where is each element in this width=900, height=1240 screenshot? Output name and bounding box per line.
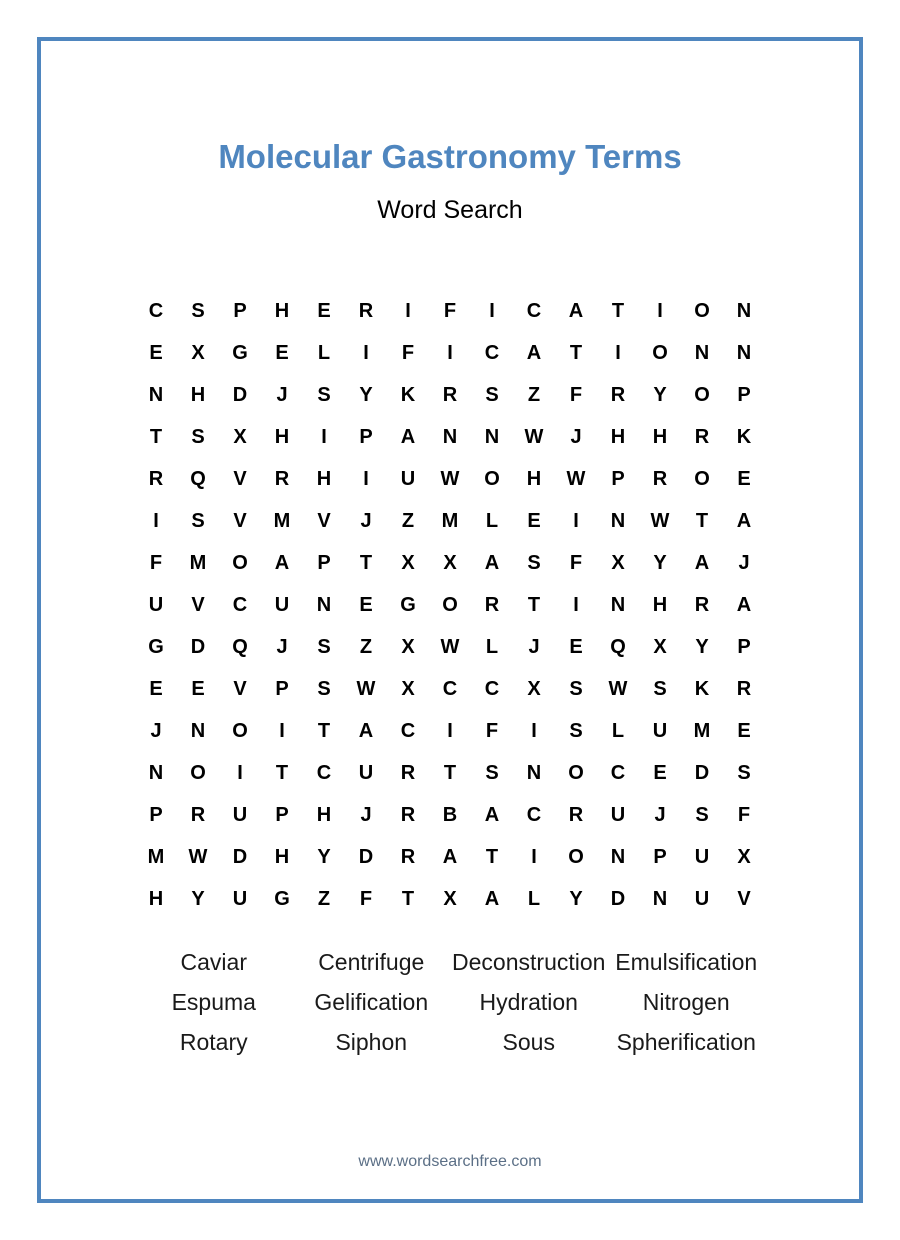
grid-letter: S: [527, 551, 541, 574]
grid-letter: V: [233, 509, 247, 532]
grid-letter: R: [442, 383, 458, 406]
grid-letter: K: [694, 677, 710, 700]
grid-letter: C: [400, 719, 416, 742]
grid-letter: N: [610, 845, 626, 868]
grid-letter: H: [190, 383, 206, 406]
grid-letter: P: [737, 383, 751, 406]
page-title: Molecular Gastronomy Terms: [218, 138, 682, 175]
grid-letter: Z: [401, 509, 415, 532]
grid-letter: J: [570, 425, 582, 448]
grid-letter: H: [526, 467, 542, 490]
grid-letter: S: [317, 677, 331, 700]
grid-letter: D: [232, 845, 248, 868]
grid-letter: C: [610, 761, 626, 784]
grid-letter: A: [358, 719, 374, 742]
word-list-item: Rotary: [179, 1028, 248, 1055]
grid-letter: H: [148, 887, 164, 910]
grid-letter: I: [531, 845, 537, 868]
grid-letter: R: [736, 677, 752, 700]
word-list-item: Centrifuge: [318, 948, 425, 975]
grid-letter: K: [736, 425, 752, 448]
grid-letter: D: [358, 845, 374, 868]
word-list-item: Caviar: [180, 948, 247, 975]
grid-letter: U: [274, 593, 290, 616]
grid-letter: X: [401, 551, 415, 574]
grid-letter: O: [694, 467, 710, 490]
grid-letter: F: [359, 887, 373, 910]
grid-letter: T: [569, 341, 583, 364]
grid-letter: N: [736, 299, 752, 322]
grid-letter: A: [694, 551, 710, 574]
grid-letter: U: [358, 761, 374, 784]
grid-letter: Z: [317, 887, 331, 910]
grid-letter: A: [568, 299, 584, 322]
grid-letter: O: [442, 593, 458, 616]
grid-letter: N: [316, 593, 332, 616]
grid-letter: N: [484, 425, 500, 448]
grid-letter: P: [233, 299, 247, 322]
grid-letter: J: [150, 719, 162, 742]
grid-letter: A: [274, 551, 290, 574]
grid-letter: W: [566, 467, 586, 490]
grid-letter: H: [316, 803, 332, 826]
grid-letter: D: [232, 383, 248, 406]
grid-letter: T: [149, 425, 163, 448]
grid-letter: I: [447, 719, 453, 742]
grid-letter: L: [611, 719, 625, 742]
grid-letter: F: [485, 719, 499, 742]
grid-letter: S: [737, 761, 751, 784]
grid-letter: P: [653, 845, 667, 868]
grid-letter: R: [274, 467, 290, 490]
grid-letter: M: [147, 845, 165, 868]
grid-letter: R: [400, 845, 416, 868]
grid-letter: R: [484, 593, 500, 616]
grid-letter: S: [317, 383, 331, 406]
grid-letter: J: [654, 803, 666, 826]
grid-letter: A: [484, 803, 500, 826]
grid-letter: O: [652, 341, 668, 364]
grid-letter: F: [569, 383, 583, 406]
grid-letter: U: [652, 719, 668, 742]
grid-letter: O: [232, 551, 248, 574]
grid-letter: X: [233, 425, 247, 448]
grid-letter: N: [526, 761, 542, 784]
grid-letter: W: [356, 677, 376, 700]
grid-letter: V: [737, 887, 751, 910]
grid-letter: Z: [359, 635, 373, 658]
grid-letter: C: [232, 593, 248, 616]
grid-letter: I: [447, 341, 453, 364]
grid-letter: N: [148, 761, 164, 784]
grid-letter: Y: [359, 383, 373, 406]
grid-letter: Y: [569, 887, 583, 910]
grid-letter: B: [442, 803, 458, 826]
grid-letter: R: [694, 425, 710, 448]
grid-letter: S: [485, 761, 499, 784]
grid-letter: P: [611, 467, 625, 490]
grid-letter: U: [694, 887, 710, 910]
grid-letter: P: [275, 677, 289, 700]
word-list-item: Sous: [502, 1028, 555, 1055]
grid-letter: T: [611, 299, 625, 322]
grid-letter: F: [149, 551, 163, 574]
grid-letter: R: [568, 803, 584, 826]
grid-letter: E: [359, 593, 373, 616]
grid-letter: J: [528, 635, 540, 658]
grid-letter: C: [484, 677, 500, 700]
grid-letter: T: [527, 593, 541, 616]
grid-letter: R: [358, 299, 374, 322]
grid-letter: E: [527, 509, 541, 532]
grid-letter: M: [693, 719, 711, 742]
grid-letter: Y: [317, 845, 331, 868]
grid-letter: G: [400, 593, 416, 616]
grid-letter: E: [275, 341, 289, 364]
grid-letter: O: [568, 845, 584, 868]
grid-letter: N: [610, 593, 626, 616]
grid-letter: I: [489, 299, 495, 322]
grid-letter: H: [652, 593, 668, 616]
grid-letter: E: [737, 467, 751, 490]
grid-letter: S: [695, 803, 709, 826]
grid-letter: J: [276, 635, 288, 658]
grid-letter: I: [321, 425, 327, 448]
grid-letter: U: [400, 467, 416, 490]
grid-letter: X: [443, 887, 457, 910]
grid-letter: R: [400, 803, 416, 826]
grid-letter: S: [317, 635, 331, 658]
grid-letter: R: [148, 467, 164, 490]
grid-letter: T: [695, 509, 709, 532]
grid-letter: E: [653, 761, 667, 784]
word-list-item: Hydration: [479, 988, 578, 1015]
grid-letter: Y: [653, 383, 667, 406]
grid-letter: F: [737, 803, 751, 826]
grid-letter: X: [401, 677, 415, 700]
grid-letter: X: [443, 551, 457, 574]
grid-letter: S: [569, 677, 583, 700]
grid-letter: F: [569, 551, 583, 574]
grid-letter: Z: [527, 383, 541, 406]
grid-letter: O: [568, 761, 584, 784]
grid-letter: R: [610, 383, 626, 406]
grid-letter: O: [694, 299, 710, 322]
grid-letter: S: [191, 509, 205, 532]
grid-letter: Q: [610, 635, 626, 658]
grid-letter: S: [569, 719, 583, 742]
grid-letter: V: [191, 593, 205, 616]
grid-letter: I: [573, 509, 579, 532]
grid-letter: T: [275, 761, 289, 784]
grid-letter: T: [401, 887, 415, 910]
grid-letter: T: [485, 845, 499, 868]
footer-url: www.wordsearchfree.com: [358, 1153, 542, 1170]
grid-letter: S: [191, 299, 205, 322]
grid-letter: C: [484, 341, 500, 364]
grid-letter: L: [485, 509, 499, 532]
grid-letter: O: [232, 719, 248, 742]
grid-letter: L: [317, 341, 331, 364]
word-list-item: Espuma: [171, 988, 256, 1015]
grid-letter: P: [317, 551, 331, 574]
page-subtitle: Word Search: [377, 196, 523, 224]
grid-letter: A: [736, 509, 752, 532]
grid-letter: C: [526, 299, 542, 322]
grid-letter: E: [149, 341, 163, 364]
letter-grid: [135, 290, 765, 920]
grid-letter: W: [524, 425, 544, 448]
grid-letter: O: [484, 467, 500, 490]
grid-letter: N: [694, 341, 710, 364]
grid-letter: V: [233, 467, 247, 490]
grid-letter: E: [569, 635, 583, 658]
word-list-item: Siphon: [335, 1028, 408, 1055]
grid-letter: S: [485, 383, 499, 406]
grid-letter: I: [153, 509, 159, 532]
grid-letter: O: [694, 383, 710, 406]
grid-letter: D: [190, 635, 206, 658]
grid-letter: M: [273, 509, 291, 532]
grid-letter: H: [274, 845, 290, 868]
grid-letter: Q: [232, 635, 248, 658]
grid-letter: R: [190, 803, 206, 826]
grid-letter: O: [190, 761, 206, 784]
grid-letter: S: [191, 425, 205, 448]
grid-letter: L: [485, 635, 499, 658]
grid-letter: Y: [191, 887, 205, 910]
word-list-item: Gelification: [314, 988, 429, 1015]
grid-letter: I: [279, 719, 285, 742]
grid-letter: I: [531, 719, 537, 742]
grid-letter: C: [526, 803, 542, 826]
word-list-item: Deconstruction: [452, 948, 606, 975]
grid-letter: E: [737, 719, 751, 742]
grid-letter: J: [276, 383, 288, 406]
grid-letter: A: [400, 425, 416, 448]
grid-letter: X: [653, 635, 667, 658]
grid-letter: W: [440, 635, 460, 658]
grid-letter: F: [401, 341, 415, 364]
grid-letter: H: [652, 425, 668, 448]
grid-letter: Y: [695, 635, 709, 658]
grid-letter: P: [737, 635, 751, 658]
grid-letter: I: [573, 593, 579, 616]
grid-letter: I: [657, 299, 663, 322]
grid-letter: N: [610, 509, 626, 532]
grid-letter: P: [275, 803, 289, 826]
grid-letter: A: [736, 593, 752, 616]
word-list-item: Emulsification: [615, 948, 758, 975]
grid-letter: J: [738, 551, 750, 574]
grid-letter: U: [232, 803, 248, 826]
grid-letter: N: [736, 341, 752, 364]
grid-letter: N: [148, 383, 164, 406]
grid-letter: H: [274, 299, 290, 322]
grid-letter: C: [148, 299, 164, 322]
grid-letter: D: [694, 761, 710, 784]
grid-letter: I: [363, 467, 369, 490]
grid-letter: X: [611, 551, 625, 574]
grid-letter: F: [443, 299, 457, 322]
grid-letter: U: [148, 593, 164, 616]
grid-letter: G: [148, 635, 164, 658]
grid-letter: W: [188, 845, 208, 868]
grid-letter: C: [316, 761, 332, 784]
grid-letter: H: [610, 425, 626, 448]
grid-letter: I: [615, 341, 621, 364]
grid-letter: J: [360, 803, 372, 826]
grid-letter: R: [652, 467, 668, 490]
grid-letter: P: [359, 425, 373, 448]
grid-letter: N: [652, 887, 668, 910]
grid-letter: T: [443, 761, 457, 784]
grid-letter: P: [149, 803, 163, 826]
grid-letter: X: [527, 677, 541, 700]
word-list-item: Nitrogen: [642, 988, 730, 1015]
grid-letter: Y: [653, 551, 667, 574]
grid-letter: G: [274, 887, 290, 910]
grid-letter: W: [650, 509, 670, 532]
grid-letter: X: [191, 341, 205, 364]
grid-letter: X: [737, 845, 751, 868]
grid-letter: U: [610, 803, 626, 826]
grid-letter: N: [190, 719, 206, 742]
grid-letter: C: [442, 677, 458, 700]
grid-letter: T: [359, 551, 373, 574]
grid-letter: U: [232, 887, 248, 910]
grid-letter: G: [232, 341, 248, 364]
grid-letter: J: [360, 509, 372, 532]
grid-letter: I: [405, 299, 411, 322]
grid-letter: N: [442, 425, 458, 448]
grid-letter: V: [233, 677, 247, 700]
grid-letter: I: [237, 761, 243, 784]
grid-letter: Q: [190, 467, 206, 490]
grid-letter: L: [527, 887, 541, 910]
grid-letter: A: [526, 341, 542, 364]
grid-letter: A: [484, 887, 500, 910]
grid-letter: U: [694, 845, 710, 868]
grid-letter: A: [442, 845, 458, 868]
grid-letter: R: [400, 761, 416, 784]
word-list: [135, 942, 765, 1062]
grid-letter: W: [440, 467, 460, 490]
grid-letter: R: [694, 593, 710, 616]
grid-letter: V: [317, 509, 331, 532]
grid-letter: D: [610, 887, 626, 910]
grid-letter: S: [653, 677, 667, 700]
grid-letter: M: [441, 509, 459, 532]
word-list-item: Spherification: [616, 1028, 756, 1055]
grid-letter: A: [484, 551, 500, 574]
grid-letter: H: [274, 425, 290, 448]
grid-letter: E: [191, 677, 205, 700]
grid-letter: E: [149, 677, 163, 700]
grid-letter: E: [317, 299, 331, 322]
grid-letter: M: [189, 551, 207, 574]
grid-letter: W: [608, 677, 628, 700]
grid-letter: T: [317, 719, 331, 742]
grid-letter: I: [363, 341, 369, 364]
grid-letter: K: [400, 383, 416, 406]
grid-letter: X: [401, 635, 415, 658]
grid-letter: H: [316, 467, 332, 490]
